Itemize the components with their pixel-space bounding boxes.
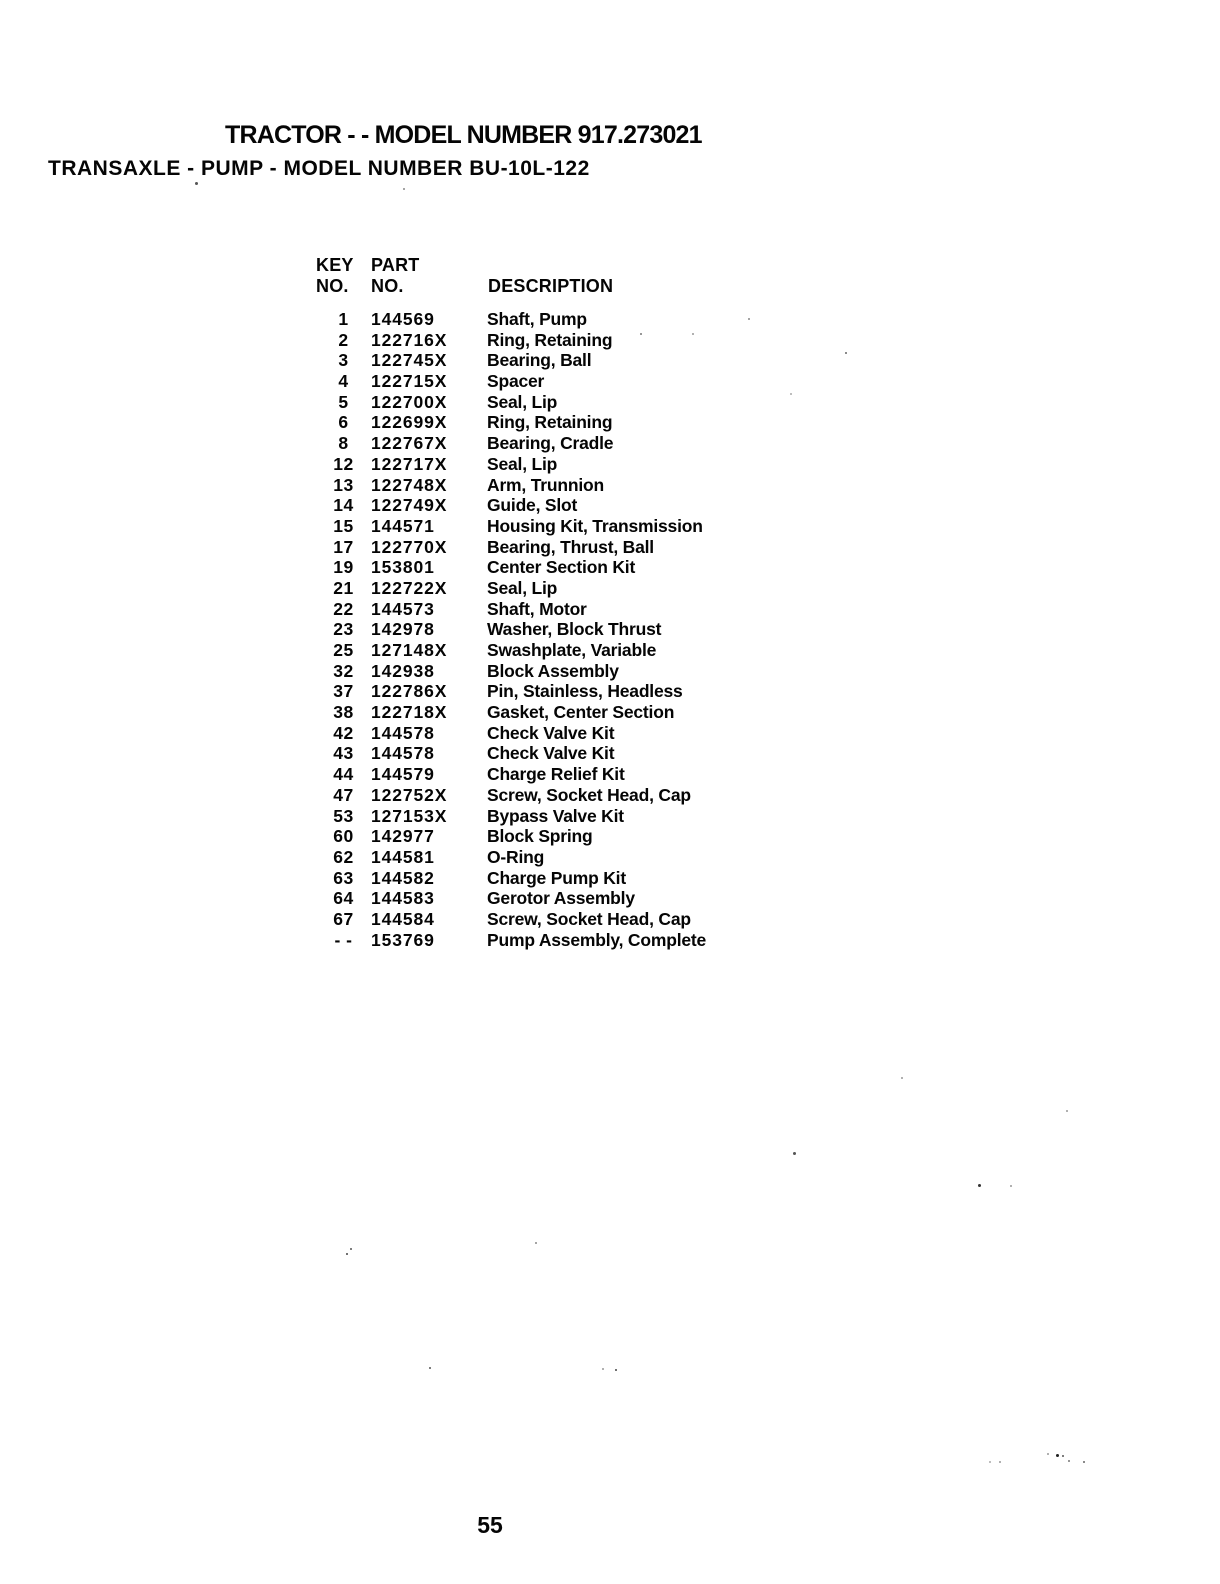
description-cell: Shaft, Motor (487, 598, 587, 619)
scan-speck (845, 352, 847, 354)
header-row-1 (316, 255, 876, 276)
part-no-cell: 122770X (371, 536, 448, 557)
key-no-cell: 47 (333, 784, 354, 805)
part-no-cell: 153769 (371, 929, 435, 950)
header-spacer (488, 255, 876, 276)
part-no-cell: 122699X (371, 412, 448, 433)
scan-speck (1066, 1110, 1068, 1112)
description-cell: Bearing, Cradle (487, 433, 614, 454)
key-no-cell: 23 (333, 619, 354, 640)
part-no-cell: 153801 (371, 557, 435, 578)
part-no-cell: 144581 (371, 846, 435, 867)
header-description: DESCRIPTION (488, 276, 614, 296)
table-row (316, 495, 876, 516)
scan-speck (602, 1368, 604, 1370)
key-no-cell: 37 (333, 681, 354, 702)
part-no-cell: 122749X (371, 495, 448, 516)
page-number: 55 (477, 1512, 503, 1538)
part-no-cell: 122722X (371, 577, 448, 598)
part-no-cell: 144583 (371, 888, 435, 909)
table-row (316, 537, 876, 558)
description-cell: Screw, Socket Head, Cap (487, 908, 691, 929)
key-no-cell: 53 (333, 805, 354, 826)
description-cell: Pin, Stainless, Headless (487, 681, 683, 702)
table-row (316, 888, 876, 909)
table-row (316, 392, 876, 413)
scan-speck (748, 318, 750, 320)
header-key-no: NO. (316, 276, 349, 296)
description-cell: Check Valve Kit (487, 743, 615, 764)
header-row-2 (316, 276, 876, 297)
table-row (316, 350, 876, 371)
description-cell: Guide, Slot (487, 495, 578, 516)
part-no-cell: 144584 (371, 908, 435, 929)
table-row (316, 847, 876, 868)
key-no-cell: 14 (333, 495, 354, 516)
key-no-cell: 25 (333, 640, 354, 660)
scan-speck (989, 1461, 991, 1463)
scan-speck (1083, 1461, 1085, 1463)
parts-table-body (316, 309, 876, 950)
part-no-cell: 127153X (371, 805, 448, 826)
part-no-cell: 122718X (371, 702, 448, 723)
description-cell: Screw, Socket Head, Cap (487, 784, 691, 805)
scan-speck (901, 1077, 903, 1079)
table-row (316, 433, 876, 454)
table-row (316, 557, 876, 578)
table-row (316, 640, 876, 661)
table-row (316, 309, 876, 330)
description-cell: Housing Kit, Transmission (487, 515, 703, 536)
scan-speck (1010, 1185, 1012, 1187)
table-row (316, 909, 876, 930)
key-no-cell: 3 (338, 350, 349, 371)
key-no-cell: 6 (338, 412, 349, 433)
description-cell: Bypass Valve Kit (487, 805, 624, 826)
header-part: PART (371, 255, 420, 275)
table-row (316, 723, 876, 744)
key-no-cell: 44 (333, 764, 354, 785)
description-cell: Spacer (487, 371, 545, 392)
header-part-no: NO. (371, 276, 404, 296)
description-cell: Shaft, Pump (487, 309, 587, 329)
part-no-cell: 122716X (371, 329, 448, 350)
description-cell: Arm, Trunnion (487, 474, 604, 495)
key-no-cell: 64 (333, 888, 354, 909)
scan-speck (615, 1369, 617, 1371)
table-row (316, 806, 876, 827)
part-no-cell: 144578 (371, 722, 435, 743)
description-cell: Pump Assembly, Complete (487, 929, 707, 950)
part-no-cell: 122752X (371, 784, 448, 805)
description-cell: Bearing, Thrust, Ball (487, 536, 654, 557)
table-row (316, 599, 876, 620)
description-cell: Gerotor Assembly (487, 888, 635, 909)
part-no-cell: 122748X (371, 474, 448, 495)
table-row (316, 371, 876, 392)
part-no-cell: 142978 (371, 619, 435, 640)
key-no-cell: 15 (333, 515, 354, 536)
key-no-cell: 21 (333, 577, 354, 598)
table-row (316, 743, 876, 764)
description-cell: Charge Pump Kit (487, 867, 626, 888)
scan-speck (350, 1248, 352, 1250)
description-cell: Gasket, Center Section (487, 702, 675, 723)
key-no-cell: 22 (333, 598, 354, 619)
scan-speck (403, 188, 405, 190)
description-cell: Seal, Lip (487, 391, 558, 412)
description-cell: Ring, Retaining (487, 412, 613, 433)
key-no-cell: 38 (333, 702, 354, 723)
header-key: KEY (316, 255, 354, 275)
table-row (316, 930, 876, 951)
part-no-cell: 142938 (371, 660, 435, 681)
table-row (316, 826, 876, 847)
part-no-cell: 127148X (371, 640, 448, 660)
key-no-cell: 60 (333, 826, 354, 847)
scan-speck (790, 393, 792, 395)
part-no-cell: 122767X (371, 433, 448, 454)
part-no-cell: 144571 (371, 515, 435, 536)
description-cell: Center Section Kit (487, 557, 636, 578)
table-row (316, 454, 876, 475)
key-no-cell: 1 (338, 309, 349, 329)
description-cell: Bearing, Ball (487, 350, 592, 371)
description-cell: O-Ring (487, 846, 545, 867)
description-cell: Check Valve Kit (487, 722, 615, 743)
key-no-cell: - - (334, 929, 353, 950)
part-no-cell: 122717X (371, 453, 448, 474)
scan-speck (978, 1184, 981, 1187)
key-no-cell: 13 (333, 474, 354, 495)
page-subtitle: TRANSAXLE - PUMP - MODEL NUMBER BU-10L-122 (48, 157, 590, 180)
key-no-cell: 5 (338, 391, 349, 412)
part-no-cell: 144569 (371, 309, 435, 329)
description-cell: Charge Relief Kit (487, 764, 625, 785)
part-no-cell: 122700X (371, 391, 448, 412)
part-no-cell: 122715X (371, 371, 448, 392)
scan-speck (429, 1367, 431, 1369)
table-row (316, 764, 876, 785)
table-row (316, 475, 876, 496)
table-row (316, 681, 876, 702)
key-no-cell: 12 (333, 453, 354, 474)
key-no-cell: 8 (338, 433, 349, 454)
part-no-cell: 144579 (371, 764, 435, 785)
key-no-cell: 67 (333, 908, 354, 929)
table-row (316, 412, 876, 433)
table-row (316, 785, 876, 806)
description-cell: Seal, Lip (487, 453, 558, 474)
scan-speck (640, 333, 642, 335)
scan-speck (1068, 1460, 1070, 1462)
scan-speck (346, 1253, 348, 1255)
page-title: TRACTOR - - MODEL NUMBER 917.273021 (225, 121, 702, 149)
key-no-cell: 4 (338, 371, 349, 392)
part-no-cell: 122786X (371, 681, 448, 702)
key-no-cell: 43 (333, 743, 354, 764)
scan-speck (1062, 1455, 1064, 1457)
scan-speck (999, 1461, 1001, 1463)
table-row (316, 516, 876, 537)
table-row (316, 330, 876, 351)
scan-speck (692, 333, 694, 335)
parts-table-header (316, 255, 876, 297)
key-no-cell: 63 (333, 867, 354, 888)
part-no-cell: 122745X (371, 350, 448, 371)
key-no-cell: 2 (338, 329, 349, 350)
table-row (316, 578, 876, 599)
part-no-cell: 144582 (371, 867, 435, 888)
description-cell: Ring, Retaining (487, 329, 613, 350)
key-no-cell: 19 (333, 557, 354, 578)
part-no-cell: 144573 (371, 598, 435, 619)
part-no-cell: 142977 (371, 826, 435, 847)
description-cell: Washer, Block Thrust (487, 619, 662, 640)
scan-speck (1047, 1453, 1049, 1455)
scan-speck (1056, 1454, 1059, 1457)
key-no-cell: 42 (333, 722, 354, 743)
part-no-cell: 144578 (371, 743, 435, 764)
key-no-cell: 32 (333, 660, 354, 681)
description-cell: Seal, Lip (487, 577, 558, 598)
description-cell: Swashplate, Variable (487, 640, 657, 660)
table-row (316, 661, 876, 682)
table-row (316, 702, 876, 723)
description-cell: Block Assembly (487, 660, 619, 681)
parts-table (316, 255, 876, 950)
key-no-cell: 62 (333, 846, 354, 867)
scan-speck (195, 182, 198, 185)
key-no-cell: 17 (333, 536, 354, 557)
scan-speck (535, 1242, 537, 1244)
scan-speck (793, 1152, 796, 1155)
description-cell: Block Spring (487, 826, 593, 847)
table-row (316, 868, 876, 889)
table-row (316, 619, 876, 640)
